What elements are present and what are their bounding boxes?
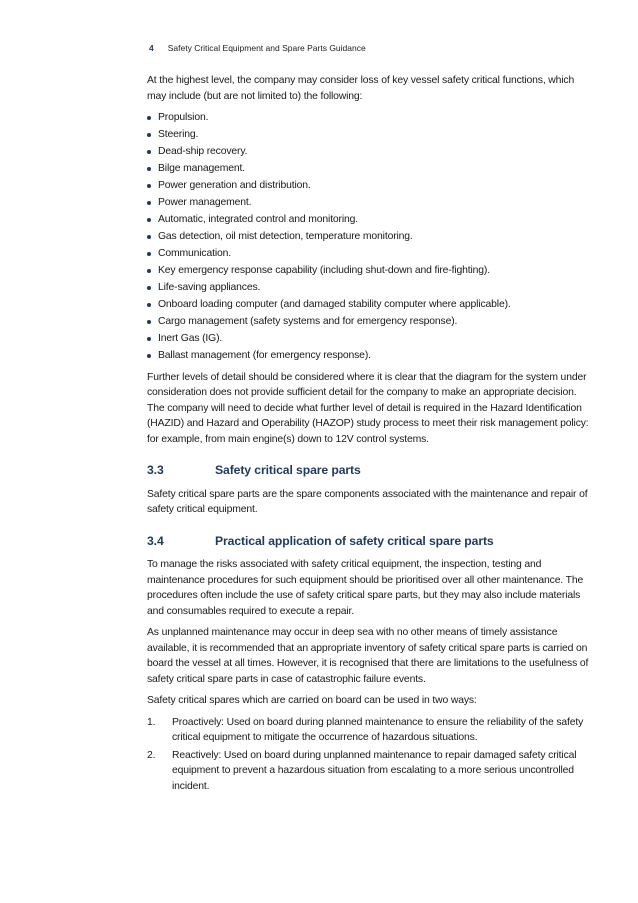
section-heading-3-4	[147, 534, 593, 550]
safety-functions-list	[147, 110, 593, 364]
bullet-icon	[147, 201, 151, 205]
list-item: Cargo management (safety systems and for emergency response).	[147, 314, 593, 330]
item-text: Reactively: Used on board during unplanned maintenance to repair damaged safety critical equipment to prevent a hazardous situation from escalating to a more serious uncontrolled incident.	[172, 749, 577, 792]
further-detail-paragraph: Further levels of detail should be considered where it is clear that the diagram for the system under consideration does not provide sufficient detail for the company to make an appropriate decision. The company will need to decide what further level of detail is required in the Hazard Identification (HAZID) and Hazard and Operability (HAZOP) study process to meet their risk management policy: for example, from main engine(s) down to 12V control systems.	[147, 371, 589, 445]
list-item: Gas detection, oil mist detection, temperature monitoring.	[147, 229, 593, 245]
bullet-icon	[147, 337, 151, 341]
section-number: 3.4	[147, 533, 164, 548]
list-item: Life-saving appliances.	[147, 280, 593, 296]
section-title: Safety critical spare parts	[215, 463, 361, 477]
list-item: Onboard loading computer (and damaged stability computer where applicable).	[147, 297, 593, 313]
numbered-item	[147, 748, 593, 795]
section-3-4-paragraph-1: To manage the risks associated with safety critical equipment, the inspection, testing and maintenance procedures for such equipment should be prioritised over all other maintenance. The procedures often include the use of safety critical spare parts, but they may also include materials and consumables required to execute a repair.	[147, 559, 584, 617]
list-item: Key emergency response capability (including shut-down and fire-fighting).	[147, 263, 593, 279]
item-text: Proactively: Used on board during planned maintenance to ensure the reliability of the safety critical equipment to mitigate the occurrence of hazardous situations.	[172, 716, 584, 743]
page-content	[147, 73, 593, 796]
bullet-icon	[147, 235, 151, 239]
page-header	[149, 43, 366, 53]
section-number: 3.3	[147, 463, 164, 477]
section-heading-3-3	[147, 463, 593, 479]
running-title: Safety Critical Equipment and Spare Parts Guidance	[167, 43, 366, 53]
bullet-icon	[147, 184, 151, 188]
bullet-icon	[147, 150, 151, 154]
list-item: Ballast management (for emergency response).	[147, 348, 593, 364]
section-3-3-paragraph: Safety critical spare parts are the spare components associated with the maintenance and repair of safety critical equipment.	[147, 488, 588, 515]
item-number: 2.	[147, 749, 156, 761]
list-item: Dead-ship recovery.	[147, 144, 593, 160]
page-number: 4	[149, 43, 154, 53]
bullet-icon	[147, 269, 151, 273]
bullet-icon	[147, 218, 151, 222]
list-item: Steering.	[147, 127, 593, 143]
bullet-icon	[147, 286, 151, 290]
numbered-item	[147, 715, 593, 746]
bullet-icon	[147, 354, 151, 358]
usage-list	[147, 715, 593, 795]
bullet-icon	[147, 116, 151, 120]
section-title: Practical application of safety critical spare parts	[215, 533, 494, 548]
item-number: 1.	[147, 716, 156, 728]
section-3-4-paragraph-3: Safety critical spares which are carried on board can be used in two ways:	[147, 695, 477, 706]
bullet-icon	[147, 133, 151, 137]
bullet-icon	[147, 320, 151, 324]
intro-paragraph: At the highest level, the company may consider loss of key vessel safety critical functions, which may include (but are not limited to) the following:	[147, 75, 575, 102]
list-item: Power management.	[147, 195, 593, 211]
list-item: Propulsion.	[147, 110, 593, 126]
list-item: Inert Gas (IG).	[147, 331, 593, 347]
list-item: Power generation and distribution.	[147, 178, 593, 194]
list-item: Bilge management.	[147, 161, 593, 177]
bullet-icon	[147, 252, 151, 256]
bullet-icon	[147, 303, 151, 307]
section-3-4-paragraph-2: As unplanned maintenance may occur in deep sea with no other means of timely assistance available, it is recommended that an appropriate inventory of safety critical spare parts is carried on board the vessel at all times. However, it is recognised that there are limitations to the usefulness of safety critical spare parts in case of catastrophic failure events.	[147, 627, 589, 685]
list-item: Automatic, integrated control and monitoring.	[147, 212, 593, 228]
list-item: Communication.	[147, 246, 593, 262]
bullet-icon	[147, 167, 151, 171]
